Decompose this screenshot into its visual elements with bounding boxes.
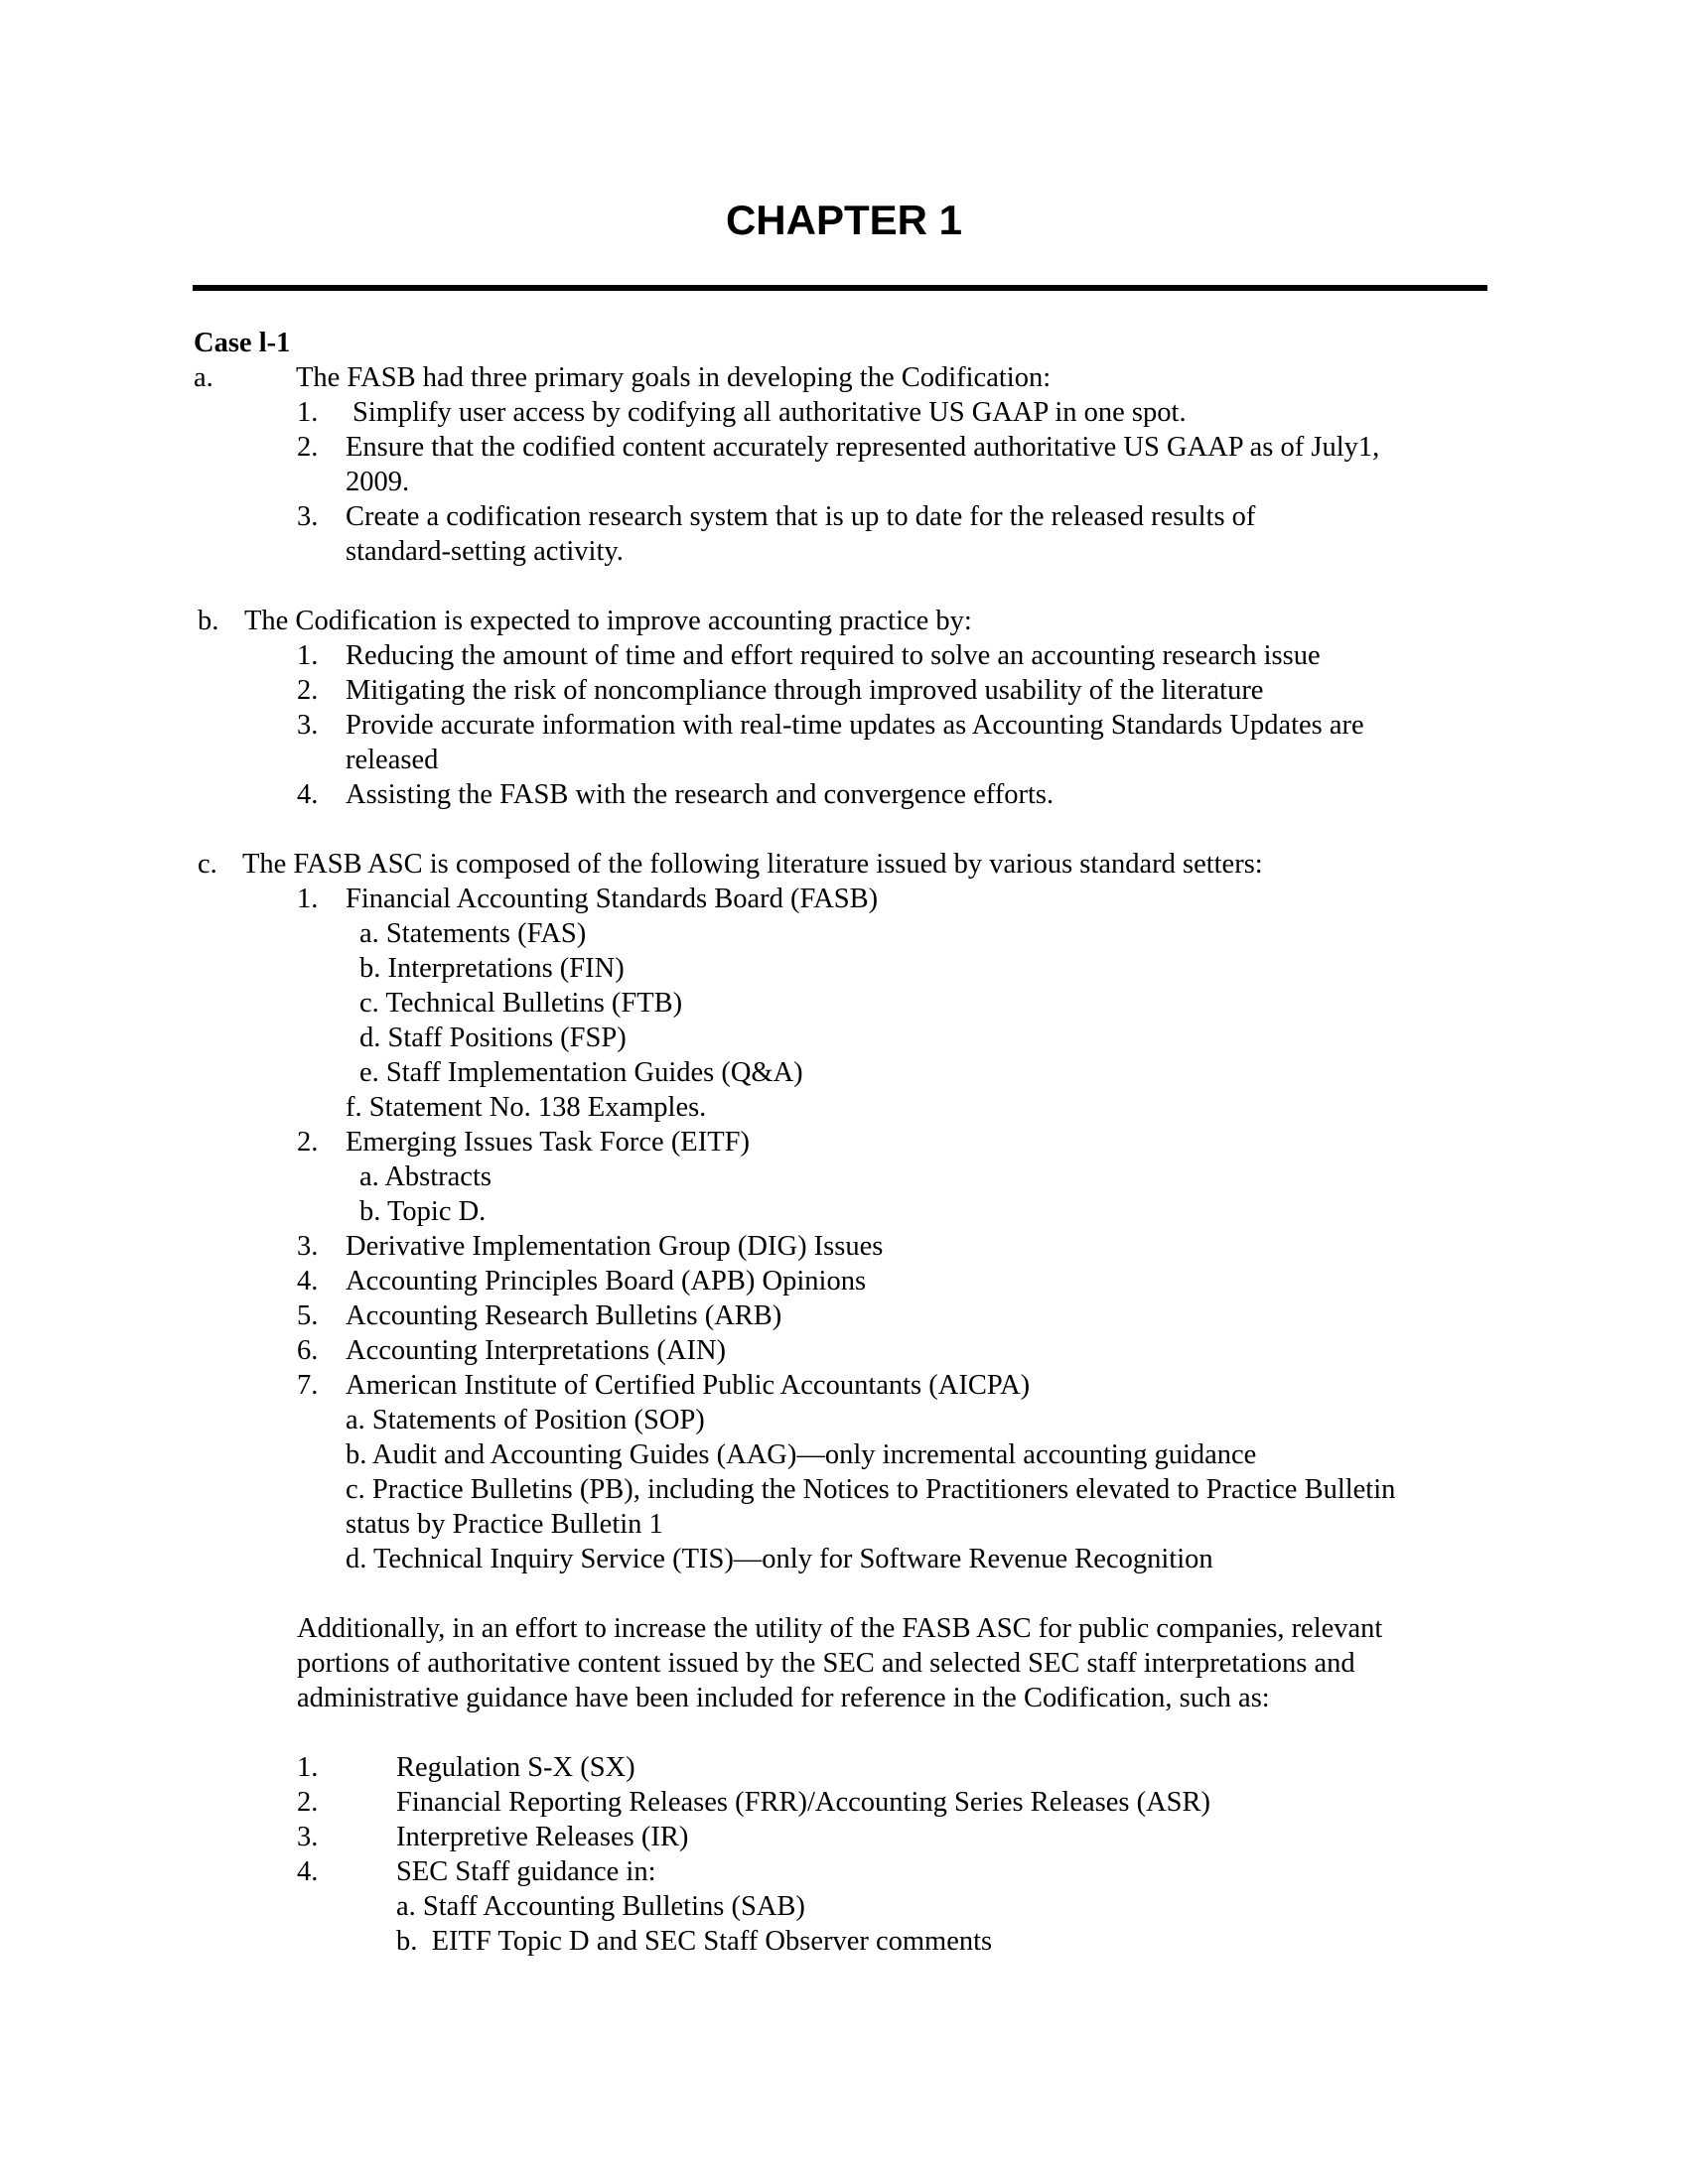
section-a-intro-row bbox=[0, 360, 1688, 395]
list-number: 1. bbox=[297, 1752, 319, 1783]
section-c-intro: The FASB ASC is composed of the following literature issued by various standard setters: bbox=[242, 849, 1263, 880]
sub-item-text: a. Abstracts bbox=[359, 1161, 492, 1192]
list-item bbox=[0, 1125, 1688, 1160]
sub-item-text: f. Statement No. 138 Examples. bbox=[346, 1092, 707, 1123]
list-number: 7. bbox=[297, 1370, 319, 1401]
list-text: Interpretive Releases (IR) bbox=[396, 1822, 689, 1852]
list-number: 2. bbox=[297, 1127, 319, 1158]
paragraph-line bbox=[0, 1646, 1688, 1681]
section-c-intro-row bbox=[0, 847, 1688, 882]
list-number: 2. bbox=[297, 675, 319, 706]
list-text: SEC Staff guidance in: bbox=[396, 1856, 656, 1887]
list-text: Accounting Interpretations (AIN) bbox=[346, 1335, 727, 1366]
list-number: 3. bbox=[297, 710, 319, 741]
list-item bbox=[0, 1229, 1688, 1264]
sub-item-text: b. Interpretations (FIN) bbox=[359, 953, 625, 984]
list-number: 3. bbox=[297, 1231, 319, 1262]
list-item bbox=[0, 1750, 1688, 1785]
sub-item-text: a. Statements (FAS) bbox=[359, 918, 587, 949]
list-text-cont: 2009. bbox=[346, 467, 410, 497]
sub-item-text: a. Staff Accounting Bulletins (SAB) bbox=[396, 1891, 805, 1922]
sub-item-text: c. Practice Bulletins (PB), including the Notices to Practitioners elevated to Practice Bulletin bbox=[346, 1474, 1396, 1505]
sub-item bbox=[0, 1403, 1688, 1437]
paragraph-text: portions of authoritative content issued by the SEC and selected SEC staff interpretations and bbox=[297, 1648, 1355, 1679]
sub-item-text: e. Staff Implementation Guides (Q&A) bbox=[359, 1057, 803, 1088]
sub-item bbox=[0, 1021, 1688, 1055]
section-a-marker: a. bbox=[194, 362, 213, 393]
list-text: Accounting Principles Board (APB) Opinions bbox=[346, 1266, 867, 1297]
section-b-intro-row bbox=[0, 604, 1688, 638]
chapter-title: CHAPTER 1 bbox=[725, 197, 963, 243]
list-text: Financial Reporting Releases (FRR)/Accounting Series Releases (ASR) bbox=[396, 1787, 1211, 1818]
list-item bbox=[0, 1785, 1688, 1820]
sub-item-text: b. Audit and Accounting Guides (AAG)—only incremental accounting guidance bbox=[346, 1439, 1257, 1470]
sub-item bbox=[0, 1472, 1688, 1507]
list-item bbox=[0, 1854, 1688, 1889]
section-a-intro: The FASB had three primary goals in developing the Codification: bbox=[296, 362, 1052, 393]
list-item bbox=[0, 882, 1688, 916]
sub-item bbox=[0, 916, 1688, 951]
list-number: 1. bbox=[297, 884, 319, 914]
list-item bbox=[0, 395, 1688, 430]
list-item bbox=[0, 499, 1688, 534]
list-item bbox=[0, 777, 1688, 812]
sub-item bbox=[0, 1194, 1688, 1229]
list-number: 6. bbox=[297, 1335, 319, 1366]
list-text-cont: released bbox=[346, 745, 439, 775]
sub-item bbox=[0, 1437, 1688, 1472]
list-number: 5. bbox=[297, 1300, 319, 1331]
sub-item-continuation bbox=[0, 1507, 1688, 1542]
list-text: Assisting the FASB with the research and convergence efforts. bbox=[346, 779, 1055, 810]
list-item bbox=[0, 673, 1688, 708]
list-item bbox=[0, 1264, 1688, 1298]
paragraph-text: administrative guidance have been included for reference in the Codification, such as: bbox=[297, 1683, 1270, 1713]
list-text: Regulation S-X (SX) bbox=[396, 1752, 635, 1783]
list-number: 4. bbox=[297, 779, 319, 810]
paragraph-line bbox=[0, 1611, 1688, 1646]
list-item bbox=[0, 1298, 1688, 1333]
list-text: Provide accurate information with real-time updates as Accounting Standards Updates are bbox=[346, 710, 1364, 741]
sub-item bbox=[0, 1889, 1688, 1924]
list-continuation bbox=[0, 743, 1688, 777]
list-text: Ensure that the codified content accurately represented authoritative US GAAP as of July1, bbox=[346, 432, 1380, 463]
sub-item-text: b. EITF Topic D and SEC Staff Observer comments bbox=[396, 1926, 993, 1957]
sub-item bbox=[0, 1160, 1688, 1194]
section-b-intro: The Codification is expected to improve accounting practice by: bbox=[244, 606, 972, 636]
list-number: 3. bbox=[297, 1822, 319, 1852]
list-text: American Institute of Certified Public Accountants (AICPA) bbox=[346, 1370, 1031, 1401]
sub-item bbox=[0, 951, 1688, 986]
sub-item bbox=[0, 986, 1688, 1021]
list-number: 4. bbox=[297, 1266, 319, 1297]
title-rule bbox=[193, 285, 1487, 291]
list-text: Emerging Issues Task Force (EITF) bbox=[346, 1127, 750, 1158]
sub-item-text: d. Staff Positions (FSP) bbox=[359, 1023, 627, 1053]
list-item bbox=[0, 1820, 1688, 1854]
list-item bbox=[0, 1333, 1688, 1368]
section-c-marker: c. bbox=[198, 849, 217, 880]
section-b-marker: b. bbox=[198, 606, 219, 636]
list-text: Accounting Research Bulletins (ARB) bbox=[346, 1300, 782, 1331]
sub-item-text: a. Statements of Position (SOP) bbox=[346, 1405, 705, 1435]
list-text: Reducing the amount of time and effort required to solve an accounting research issue bbox=[346, 640, 1321, 671]
list-item bbox=[0, 708, 1688, 743]
sub-item-text: c. Technical Bulletins (FTB) bbox=[359, 988, 683, 1019]
list-text-cont: standard-setting activity. bbox=[346, 536, 624, 567]
list-number: 4. bbox=[297, 1856, 319, 1887]
list-item bbox=[0, 638, 1688, 673]
paragraph-line bbox=[0, 1681, 1688, 1715]
list-number: 3. bbox=[297, 501, 319, 532]
sub-item-text: d. Technical Inquiry Service (TIS)—only for Software Revenue Recognition bbox=[346, 1544, 1213, 1574]
list-item bbox=[0, 1368, 1688, 1403]
case-heading: Case l-1 bbox=[194, 328, 291, 358]
list-continuation bbox=[0, 534, 1688, 569]
list-text: Derivative Implementation Group (DIG) Issues bbox=[346, 1231, 884, 1262]
list-continuation bbox=[0, 465, 1688, 499]
list-number: 2. bbox=[297, 1787, 319, 1818]
sub-item bbox=[0, 1924, 1688, 1959]
sub-item bbox=[0, 1055, 1688, 1090]
sub-item bbox=[0, 1542, 1688, 1576]
list-number: 2. bbox=[297, 432, 319, 463]
list-text: Simplify user access by codifying all authoritative US GAAP in one spot. bbox=[352, 397, 1187, 428]
sub-item-text: b. Topic D. bbox=[359, 1196, 487, 1227]
list-text: Create a codification research system that is up to date for the released results of bbox=[346, 501, 1256, 532]
list-text: Mitigating the risk of noncompliance through improved usability of the literature bbox=[346, 675, 1264, 706]
paragraph-text: Additionally, in an effort to increase the utility of the FASB ASC for public companies, relevant bbox=[297, 1613, 1383, 1644]
case-content bbox=[0, 326, 1688, 1959]
list-number: 1. bbox=[297, 397, 319, 428]
sub-item-text-cont: status by Practice Bulletin 1 bbox=[346, 1509, 663, 1540]
list-number: 1. bbox=[297, 640, 319, 671]
list-text: Financial Accounting Standards Board (FASB) bbox=[346, 884, 879, 914]
sub-item bbox=[0, 1090, 1688, 1125]
list-item bbox=[0, 430, 1688, 465]
